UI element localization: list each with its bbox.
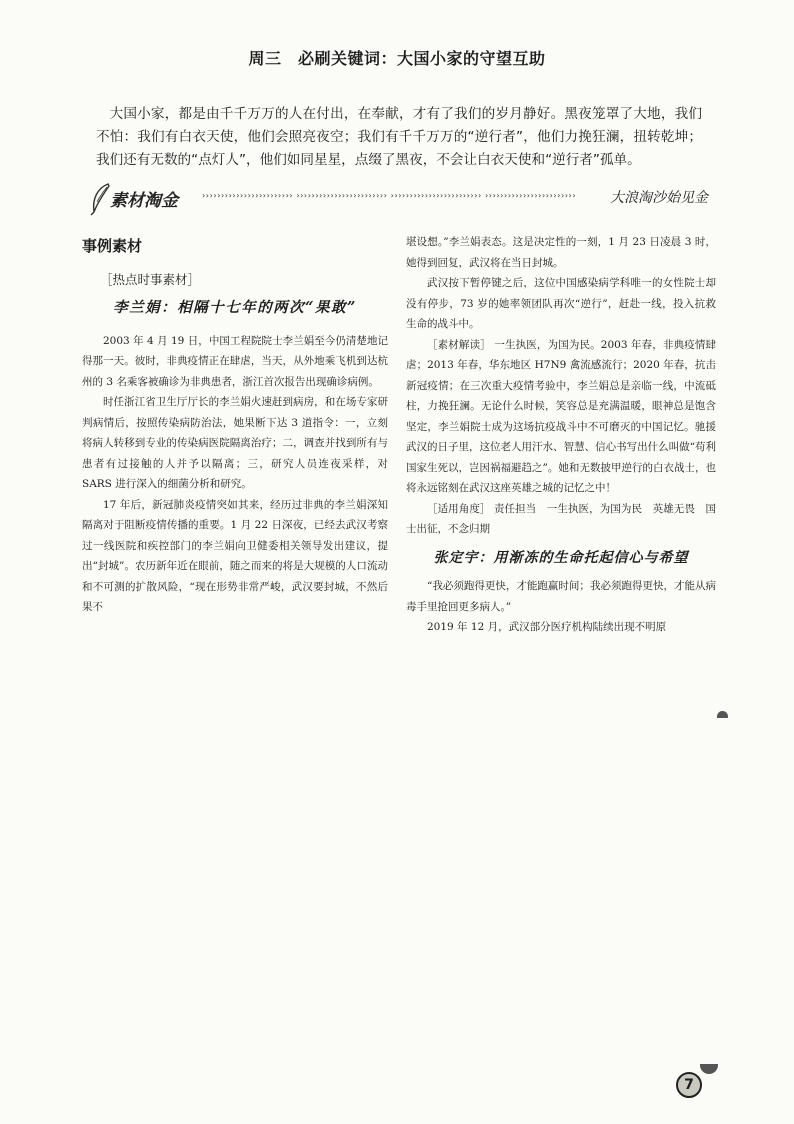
page-number: 7 bbox=[676, 1072, 702, 1098]
paragraph: 2019 年 12 月，武汉部分医疗机构陆续出现不明原 bbox=[427, 621, 667, 633]
page-title: 周三 必刷关键词：大国小家的守望互助 bbox=[248, 49, 546, 68]
angle-paragraph bbox=[406, 499, 716, 540]
right-column bbox=[406, 232, 716, 638]
quill-icon bbox=[88, 182, 112, 216]
paragraph: 17 年后，新冠肺炎疫情突如其来，经历过非典的李兰娟深知隔离对于阻断疫情传播的重要。1 月 22 日深夜，已经去武汉考察过一线医院和疾控部门的李兰娟向卫健委相关领导发出建议，提出“封城”。农历新年近在眼前，随之而来的将是大规模的人口流动和不可测的扩散风险，“现在形势非常严峻，武汉要封城，不然后果不 bbox=[82, 498, 388, 613]
quote: “我必须跑得更快，才能跑赢时间；我必须跑得更快，才能从病毒手里抢回更多病人。” bbox=[406, 580, 716, 613]
continue-marker-icon bbox=[717, 711, 728, 718]
section-banner bbox=[88, 182, 708, 216]
page-decoration bbox=[700, 1064, 718, 1074]
intro-paragraph: 大国小家，都是由千千万万的人在付出，在奉献，才有了我们的岁月静好。黑夜笼罩了大地，我们不怕：我们有白衣天使，他们会照亮夜空；我们有千千万万的“逆行者”，他们力挽狂澜，扭转乾坤；我们还有无数的“点灯人”，他们如同星星，点缀了黑夜，不会让白衣天使和“逆行者”孤单。 bbox=[96, 106, 702, 168]
section-heading: 事例素材 bbox=[82, 237, 143, 255]
paragraph: 武汉按下暂停键之后，这位中国感染病学科唯一的女性院士却没有停步，73 岁的她率领团队再次“逆行”，赶赴一线，投入抗救生命的战斗中。 bbox=[406, 277, 716, 330]
analysis-label: ［素材解读］ bbox=[427, 338, 491, 351]
angle-text: 责任担当 一生执医，为国为民 英雄无畏 国士出征，不念归期 bbox=[406, 502, 717, 535]
story-title-li-lanjuan: 李兰娟：相隔十七年的两次“果敢” bbox=[113, 299, 357, 316]
paragraph: 2003 年 4 月 19 日，中国工程院院士李兰娟至今仍清楚地记得那一天。彼时，非典疫情正在肆虐，当天，从外地乘飞机到达杭州的 3 名乘客被确诊为非典患者，浙江首次报告出现确诊病例。 bbox=[82, 334, 388, 388]
story-title-zhang-dingyu: 张定宇：用渐冻的生命托起信心与希望 bbox=[433, 549, 689, 566]
material-tag: ［热点时事素材］ bbox=[100, 271, 201, 287]
analysis-text: 一生执医，为国为民。2003 年春，非典疫情肆虐；2013 年春，华东地区 H7N9 禽流感流行；2020 年春，抗击新冠疫情；在三次重大疫情考验中，李兰娟总是亲临一线，中流砥柱，力挽狂澜。无论什么时候，笑容总是充满温暖，眼神总是饱含坚定，李兰娟院士成为这场抗疫战斗中不可磨灭的中国记忆。驰援武汉的日子里，这位老人用汗水、智慧、信心书写出什么叫做“苟利国家生死以，岂因祸福避趋之”。她和无数披甲逆行的白衣战士，也将永远铭刻在武汉这座英雄之城的记忆之中！ bbox=[406, 338, 717, 494]
banner-arrows: ›››››››››››››››››››››››› ›››››››››››››››››››››››› ›››››››››››››››››››››››› ›››››››››››››››››››››››› bbox=[202, 191, 577, 200]
banner-left-label: 素材淘金 bbox=[110, 191, 178, 211]
banner-right-label: 大浪淘沙始见金 bbox=[610, 190, 708, 206]
angle-label: ［适用角度］ bbox=[427, 502, 491, 515]
paragraph: 时任浙江省卫生厅厅长的李兰娟火速赶到病房，和在场专家研判病情后，按照传染病防治法，她果断下达 3 道指令：一，立刻将病人转移到专业的传染病医院隔离治疗；二，调查并找到所有与患者有过接触的人并予以隔离；三，研究人员连夜采样，对 SARS 进行深入的细菌分析和研究。 bbox=[82, 396, 388, 490]
paragraph: 堪设想。”李兰娟表态。这是决定性的一刻，1 月 23 日凌晨 3 时，她得到回复，武汉将在当日封城。 bbox=[406, 236, 716, 269]
left-column bbox=[82, 236, 388, 618]
analysis-paragraph bbox=[406, 335, 716, 499]
